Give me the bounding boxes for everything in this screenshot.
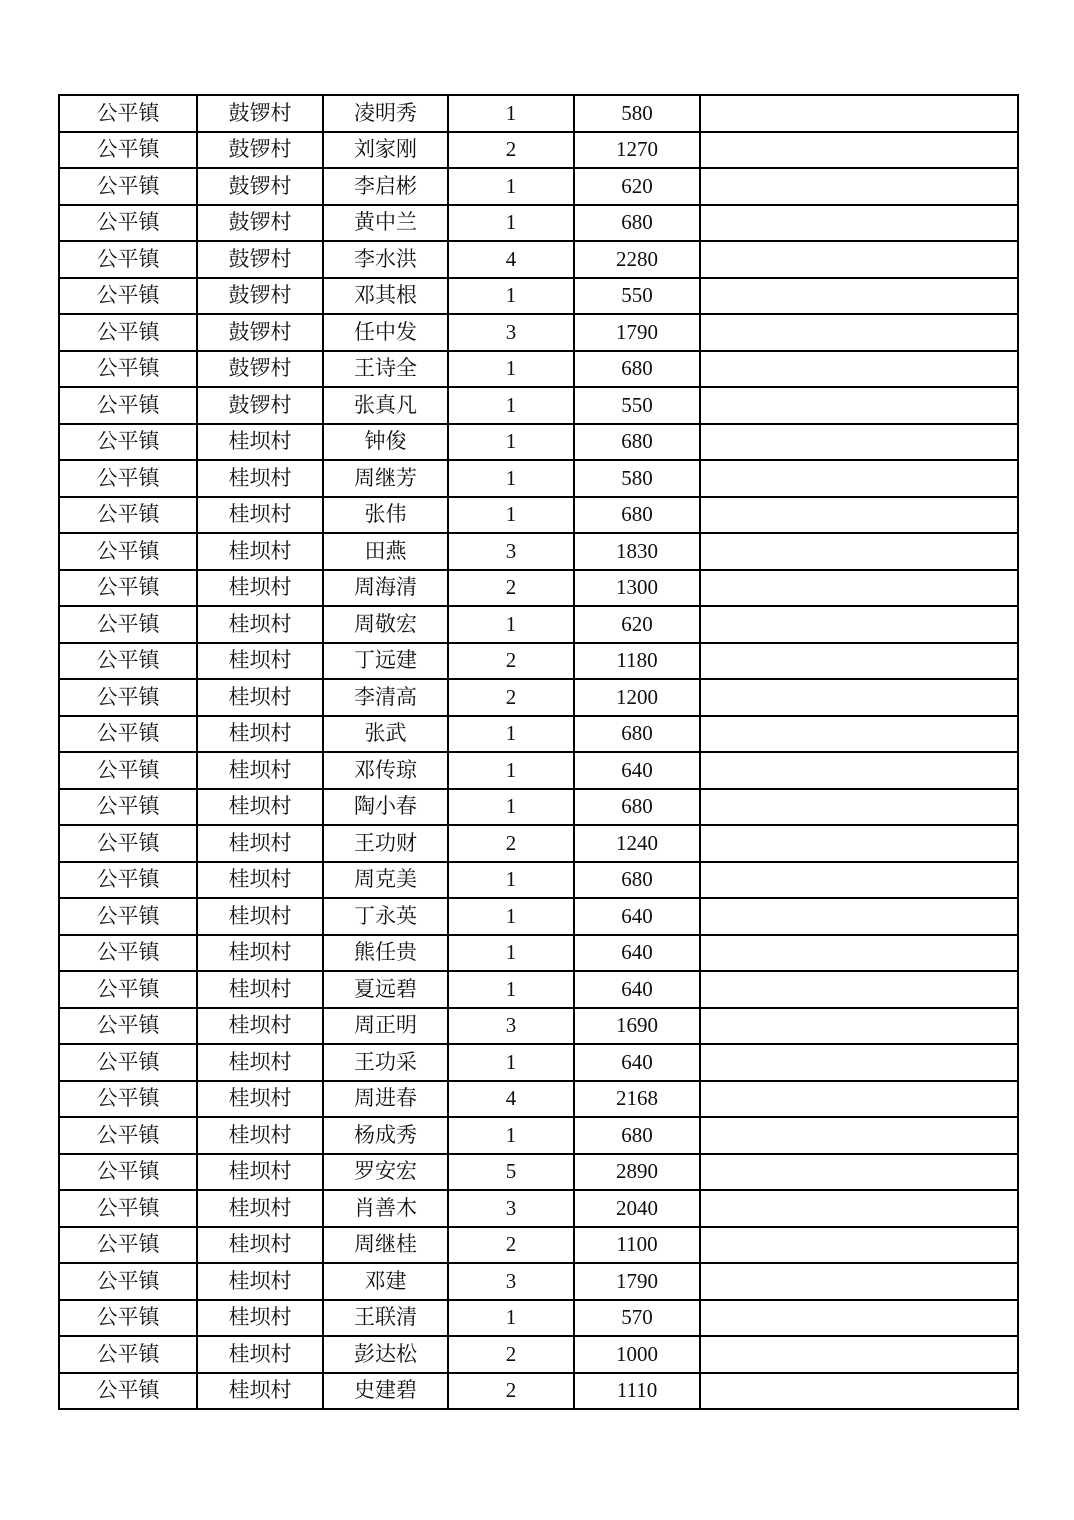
cell-note <box>700 1300 1018 1337</box>
cell-person-name: 陶小春 <box>323 789 448 826</box>
cell-person-name: 王功财 <box>323 825 448 862</box>
cell-village: 鼓锣村 <box>197 205 323 242</box>
cell-note <box>700 825 1018 862</box>
cell-count: 1 <box>448 278 574 315</box>
cell-village: 鼓锣村 <box>197 168 323 205</box>
cell-count: 4 <box>448 1081 574 1118</box>
cell-count: 1 <box>448 898 574 935</box>
cell-note <box>700 606 1018 643</box>
cell-person-name: 任中发 <box>323 314 448 351</box>
cell-person-name: 周进春 <box>323 1081 448 1118</box>
cell-person-name: 彭达松 <box>323 1336 448 1373</box>
table-row <box>59 570 1018 607</box>
cell-count: 2 <box>448 1227 574 1264</box>
cell-village: 桂坝村 <box>197 1081 323 1118</box>
cell-count: 2 <box>448 825 574 862</box>
cell-note <box>700 1263 1018 1300</box>
cell-person-name: 邓建 <box>323 1263 448 1300</box>
cell-town: 公平镇 <box>59 1044 197 1081</box>
table-row <box>59 1008 1018 1045</box>
cell-count: 2 <box>448 1373 574 1410</box>
cell-amount: 550 <box>574 278 700 315</box>
cell-amount: 1240 <box>574 825 700 862</box>
cell-amount: 1690 <box>574 1008 700 1045</box>
cell-amount: 2040 <box>574 1190 700 1227</box>
cell-village: 鼓锣村 <box>197 132 323 169</box>
cell-amount: 680 <box>574 351 700 388</box>
cell-town: 公平镇 <box>59 95 197 132</box>
cell-count: 1 <box>448 424 574 461</box>
table-row <box>59 168 1018 205</box>
cell-note <box>700 278 1018 315</box>
cell-town: 公平镇 <box>59 1081 197 1118</box>
cell-town: 公平镇 <box>59 570 197 607</box>
cell-note <box>700 387 1018 424</box>
cell-village: 桂坝村 <box>197 1154 323 1191</box>
cell-note <box>700 1336 1018 1373</box>
cell-village: 桂坝村 <box>197 898 323 935</box>
table-row <box>59 752 1018 789</box>
cell-village: 桂坝村 <box>197 570 323 607</box>
cell-person-name: 夏远碧 <box>323 971 448 1008</box>
cell-amount: 2168 <box>574 1081 700 1118</box>
cell-amount: 1110 <box>574 1373 700 1410</box>
cell-town: 公平镇 <box>59 1336 197 1373</box>
cell-note <box>700 862 1018 899</box>
cell-amount: 680 <box>574 497 700 534</box>
cell-person-name: 周克美 <box>323 862 448 899</box>
cell-count: 1 <box>448 1300 574 1337</box>
cell-village: 桂坝村 <box>197 1373 323 1410</box>
cell-town: 公平镇 <box>59 351 197 388</box>
cell-note <box>700 241 1018 278</box>
cell-note <box>700 1081 1018 1118</box>
cell-count: 1 <box>448 497 574 534</box>
cell-person-name: 邓传琼 <box>323 752 448 789</box>
table-row <box>59 1190 1018 1227</box>
cell-town: 公平镇 <box>59 1373 197 1410</box>
table-row <box>59 606 1018 643</box>
cell-person-name: 肖善木 <box>323 1190 448 1227</box>
cell-note <box>700 1227 1018 1264</box>
cell-amount: 680 <box>574 424 700 461</box>
cell-town: 公平镇 <box>59 1154 197 1191</box>
cell-town: 公平镇 <box>59 752 197 789</box>
cell-town: 公平镇 <box>59 278 197 315</box>
cell-village: 桂坝村 <box>197 497 323 534</box>
cell-note <box>700 971 1018 1008</box>
table-row <box>59 460 1018 497</box>
table-row <box>59 1154 1018 1191</box>
cell-note <box>700 460 1018 497</box>
table-row <box>59 898 1018 935</box>
cell-note <box>700 1044 1018 1081</box>
cell-note <box>700 1373 1018 1410</box>
cell-amount: 1790 <box>574 1263 700 1300</box>
cell-village: 桂坝村 <box>197 716 323 753</box>
cell-amount: 1790 <box>574 314 700 351</box>
cell-person-name: 田燕 <box>323 533 448 570</box>
cell-village: 桂坝村 <box>197 679 323 716</box>
cell-note <box>700 1008 1018 1045</box>
cell-village: 桂坝村 <box>197 1227 323 1264</box>
cell-amount: 680 <box>574 862 700 899</box>
table-row <box>59 1300 1018 1337</box>
cell-town: 公平镇 <box>59 168 197 205</box>
cell-person-name: 刘家刚 <box>323 132 448 169</box>
cell-count: 1 <box>448 95 574 132</box>
cell-town: 公平镇 <box>59 205 197 242</box>
cell-person-name: 李启彬 <box>323 168 448 205</box>
cell-amount: 680 <box>574 1117 700 1154</box>
cell-village: 鼓锣村 <box>197 387 323 424</box>
cell-amount: 640 <box>574 752 700 789</box>
cell-village: 桂坝村 <box>197 1008 323 1045</box>
cell-count: 2 <box>448 132 574 169</box>
cell-village: 桂坝村 <box>197 533 323 570</box>
table-row <box>59 205 1018 242</box>
cell-count: 1 <box>448 1117 574 1154</box>
cell-note <box>700 1117 1018 1154</box>
cell-count: 2 <box>448 679 574 716</box>
cell-town: 公平镇 <box>59 1008 197 1045</box>
cell-amount: 1300 <box>574 570 700 607</box>
cell-count: 3 <box>448 1008 574 1045</box>
cell-person-name: 周海清 <box>323 570 448 607</box>
cell-person-name: 邓其根 <box>323 278 448 315</box>
cell-town: 公平镇 <box>59 1227 197 1264</box>
table-row <box>59 351 1018 388</box>
table-row <box>59 825 1018 862</box>
cell-village: 鼓锣村 <box>197 314 323 351</box>
cell-village: 桂坝村 <box>197 643 323 680</box>
records-table <box>58 94 1019 1410</box>
cell-amount: 680 <box>574 716 700 753</box>
cell-count: 4 <box>448 241 574 278</box>
cell-note <box>700 789 1018 826</box>
cell-person-name: 周正明 <box>323 1008 448 1045</box>
cell-amount: 1200 <box>574 679 700 716</box>
cell-note <box>700 351 1018 388</box>
cell-town: 公平镇 <box>59 789 197 826</box>
cell-note <box>700 1190 1018 1227</box>
table-row <box>59 132 1018 169</box>
cell-amount: 680 <box>574 205 700 242</box>
cell-note <box>700 424 1018 461</box>
cell-person-name: 李水洪 <box>323 241 448 278</box>
cell-town: 公平镇 <box>59 533 197 570</box>
cell-person-name: 张武 <box>323 716 448 753</box>
cell-person-name: 周继芳 <box>323 460 448 497</box>
cell-person-name: 张伟 <box>323 497 448 534</box>
cell-village: 桂坝村 <box>197 606 323 643</box>
cell-town: 公平镇 <box>59 898 197 935</box>
table-body <box>59 95 1018 1409</box>
cell-count: 1 <box>448 935 574 972</box>
cell-count: 1 <box>448 1044 574 1081</box>
cell-town: 公平镇 <box>59 241 197 278</box>
cell-village: 鼓锣村 <box>197 95 323 132</box>
cell-town: 公平镇 <box>59 679 197 716</box>
cell-town: 公平镇 <box>59 1263 197 1300</box>
cell-person-name: 王功采 <box>323 1044 448 1081</box>
cell-person-name: 钟俊 <box>323 424 448 461</box>
cell-person-name: 李清高 <box>323 679 448 716</box>
cell-person-name: 丁远建 <box>323 643 448 680</box>
cell-village: 桂坝村 <box>197 789 323 826</box>
cell-amount: 640 <box>574 971 700 1008</box>
cell-person-name: 王联清 <box>323 1300 448 1337</box>
cell-amount: 580 <box>574 95 700 132</box>
table-row <box>59 241 1018 278</box>
cell-amount: 1000 <box>574 1336 700 1373</box>
cell-count: 1 <box>448 460 574 497</box>
cell-person-name: 熊任贵 <box>323 935 448 972</box>
cell-person-name: 周继桂 <box>323 1227 448 1264</box>
cell-village: 鼓锣村 <box>197 241 323 278</box>
cell-village: 桂坝村 <box>197 1044 323 1081</box>
cell-note <box>700 168 1018 205</box>
cell-town: 公平镇 <box>59 716 197 753</box>
table-row <box>59 1263 1018 1300</box>
cell-person-name: 周敬宏 <box>323 606 448 643</box>
cell-town: 公平镇 <box>59 1300 197 1337</box>
table-row <box>59 1044 1018 1081</box>
cell-village: 桂坝村 <box>197 862 323 899</box>
cell-note <box>700 570 1018 607</box>
cell-village: 桂坝村 <box>197 424 323 461</box>
cell-village: 桂坝村 <box>197 460 323 497</box>
cell-town: 公平镇 <box>59 1117 197 1154</box>
table-row <box>59 1117 1018 1154</box>
cell-note <box>700 935 1018 972</box>
cell-amount: 550 <box>574 387 700 424</box>
cell-count: 1 <box>448 789 574 826</box>
cell-note <box>700 132 1018 169</box>
cell-town: 公平镇 <box>59 424 197 461</box>
cell-village: 桂坝村 <box>197 1336 323 1373</box>
table-row <box>59 533 1018 570</box>
cell-count: 3 <box>448 1263 574 1300</box>
table-row <box>59 95 1018 132</box>
cell-count: 1 <box>448 168 574 205</box>
cell-count: 2 <box>448 643 574 680</box>
cell-amount: 680 <box>574 789 700 826</box>
cell-village: 鼓锣村 <box>197 351 323 388</box>
cell-town: 公平镇 <box>59 314 197 351</box>
cell-village: 桂坝村 <box>197 935 323 972</box>
table-row <box>59 679 1018 716</box>
cell-person-name: 罗安宏 <box>323 1154 448 1191</box>
cell-amount: 620 <box>574 168 700 205</box>
cell-person-name: 王诗全 <box>323 351 448 388</box>
cell-town: 公平镇 <box>59 497 197 534</box>
table-row <box>59 1373 1018 1410</box>
cell-amount: 640 <box>574 1044 700 1081</box>
table-row <box>59 424 1018 461</box>
cell-person-name: 史建碧 <box>323 1373 448 1410</box>
cell-amount: 2280 <box>574 241 700 278</box>
table-row <box>59 935 1018 972</box>
cell-count: 1 <box>448 351 574 388</box>
table-row <box>59 643 1018 680</box>
table-row <box>59 862 1018 899</box>
cell-note <box>700 533 1018 570</box>
cell-count: 2 <box>448 1336 574 1373</box>
cell-person-name: 杨成秀 <box>323 1117 448 1154</box>
cell-person-name: 黄中兰 <box>323 205 448 242</box>
cell-person-name: 凌明秀 <box>323 95 448 132</box>
cell-amount: 570 <box>574 1300 700 1337</box>
cell-count: 3 <box>448 314 574 351</box>
table-row <box>59 1227 1018 1264</box>
cell-note <box>700 716 1018 753</box>
cell-town: 公平镇 <box>59 606 197 643</box>
cell-village: 桂坝村 <box>197 1190 323 1227</box>
cell-town: 公平镇 <box>59 460 197 497</box>
table-row <box>59 789 1018 826</box>
cell-count: 1 <box>448 716 574 753</box>
cell-note <box>700 643 1018 680</box>
cell-town: 公平镇 <box>59 1190 197 1227</box>
cell-count: 1 <box>448 862 574 899</box>
cell-note <box>700 205 1018 242</box>
cell-note <box>700 898 1018 935</box>
cell-amount: 1830 <box>574 533 700 570</box>
cell-note <box>700 314 1018 351</box>
cell-note <box>700 95 1018 132</box>
cell-town: 公平镇 <box>59 132 197 169</box>
cell-amount: 2890 <box>574 1154 700 1191</box>
table-row <box>59 314 1018 351</box>
cell-amount: 1180 <box>574 643 700 680</box>
cell-town: 公平镇 <box>59 935 197 972</box>
cell-count: 1 <box>448 752 574 789</box>
cell-note <box>700 497 1018 534</box>
cell-amount: 620 <box>574 606 700 643</box>
cell-amount: 580 <box>574 460 700 497</box>
cell-town: 公平镇 <box>59 971 197 1008</box>
cell-person-name: 丁永英 <box>323 898 448 935</box>
table-row <box>59 278 1018 315</box>
cell-village: 桂坝村 <box>197 971 323 1008</box>
cell-count: 5 <box>448 1154 574 1191</box>
cell-amount: 1270 <box>574 132 700 169</box>
cell-village: 桂坝村 <box>197 1117 323 1154</box>
cell-amount: 640 <box>574 935 700 972</box>
cell-count: 1 <box>448 971 574 1008</box>
cell-count: 1 <box>448 205 574 242</box>
table-row <box>59 1081 1018 1118</box>
cell-town: 公平镇 <box>59 825 197 862</box>
cell-village: 桂坝村 <box>197 1263 323 1300</box>
cell-village: 桂坝村 <box>197 1300 323 1337</box>
cell-count: 3 <box>448 533 574 570</box>
cell-note <box>700 679 1018 716</box>
cell-note <box>700 1154 1018 1191</box>
cell-count: 2 <box>448 570 574 607</box>
table-row <box>59 497 1018 534</box>
table-row <box>59 1336 1018 1373</box>
cell-village: 桂坝村 <box>197 825 323 862</box>
cell-amount: 1100 <box>574 1227 700 1264</box>
cell-count: 3 <box>448 1190 574 1227</box>
cell-amount: 640 <box>574 898 700 935</box>
table-row <box>59 716 1018 753</box>
cell-count: 1 <box>448 387 574 424</box>
cell-note <box>700 752 1018 789</box>
cell-village: 桂坝村 <box>197 752 323 789</box>
cell-count: 1 <box>448 606 574 643</box>
cell-person-name: 张真凡 <box>323 387 448 424</box>
cell-town: 公平镇 <box>59 387 197 424</box>
cell-town: 公平镇 <box>59 862 197 899</box>
cell-town: 公平镇 <box>59 643 197 680</box>
table-row <box>59 387 1018 424</box>
table-row <box>59 971 1018 1008</box>
cell-village: 鼓锣村 <box>197 278 323 315</box>
